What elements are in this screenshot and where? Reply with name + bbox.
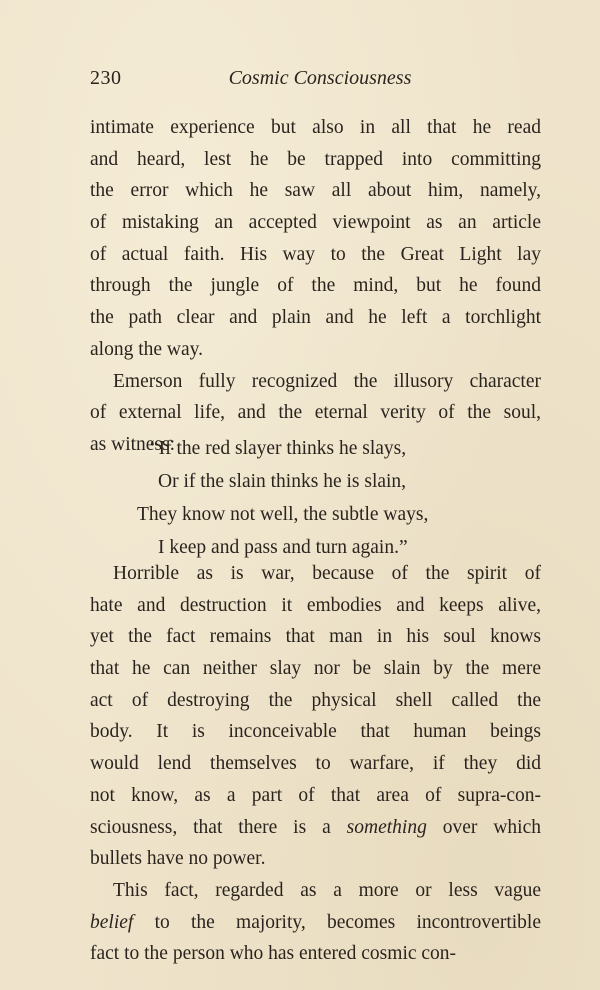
poem-line: They know not well, the subtle ways, (137, 504, 429, 525)
text-segment: bullets have no power. (90, 848, 266, 870)
text-segment: of actual faith. His way to the Great Light lay (90, 243, 541, 265)
text-segment: along the way. (90, 338, 203, 360)
text-line (90, 843, 541, 875)
text-segment: This fact, regarded as a more or less vague (113, 879, 541, 901)
text-line (90, 366, 541, 398)
poem-line: Or if the slain thinks he is slain, (158, 471, 407, 492)
text-segment: through the jungle of the mind, but he found (90, 275, 541, 297)
running-title: Cosmic Consciousness (228, 67, 412, 89)
text-segment: intimate experience but also in all that he read (90, 117, 541, 138)
text-segment: of external life, and the eternal verity of the soul, (90, 402, 541, 424)
text-line (90, 397, 541, 429)
paragraph (90, 558, 541, 875)
text-line (90, 780, 541, 812)
text-segment: hate and destruction it embodies and keeps alive, (90, 594, 541, 616)
text-segment: that he can neither slay nor be slain by the mere (90, 658, 541, 680)
text-line (90, 748, 541, 780)
italic-text: something (346, 816, 427, 838)
text-segment: the path clear and plain and he left a torchlight (90, 307, 541, 329)
poem-line: “If the red slayer thinks he slays, (150, 438, 407, 459)
text-segment: Horrible as is war, because of the spirit of (113, 563, 541, 584)
text-line (90, 144, 541, 176)
text-segment: to the majority, becomes incontrovertible (133, 911, 541, 933)
text-segment: yet the fact remains that man in his soul knows (90, 626, 541, 648)
text-line (90, 653, 541, 685)
text-line (90, 175, 541, 207)
text-line (90, 239, 541, 271)
text-segment: of mistaking an accepted viewpoint as an article (90, 212, 541, 234)
text-line (90, 302, 541, 334)
poem-line: I keep and pass and turn again.” (158, 537, 408, 558)
text-line (90, 938, 541, 970)
paragraph (90, 875, 541, 970)
text-line (90, 334, 541, 366)
body-text-bottom (90, 558, 541, 970)
italic-text: belief (90, 911, 134, 933)
text-line (90, 716, 541, 748)
text-segment: over which (426, 816, 541, 838)
text-segment: the error which he saw all about him, namely, (90, 180, 541, 202)
text-segment: not know, as a part of that area of supra-con- (90, 784, 541, 806)
text-segment: sciousness, that there is a (90, 816, 347, 838)
text-line (90, 112, 541, 144)
text-line (90, 207, 541, 239)
text-segment: and heard, lest he be trapped into committing (90, 148, 541, 170)
text-segment: act of destroying the physical shell called the (90, 689, 541, 711)
text-line (90, 270, 541, 302)
text-segment: Emerson fully recognized the illusory character (113, 370, 541, 392)
text-segment: as witness: (90, 433, 176, 455)
poem-quotation (90, 432, 541, 564)
page-number: 230 (90, 67, 122, 89)
text-line (90, 590, 541, 622)
text-segment: fact to the person who has entered cosmic con- (90, 943, 457, 965)
text-line (90, 685, 541, 717)
text-segment: body. It is inconceivable that human beings (90, 721, 541, 743)
paragraph (90, 112, 541, 366)
text-line (90, 907, 541, 939)
body-text-top (90, 112, 541, 461)
text-line (90, 621, 541, 653)
text-segment: would lend themselves to warfare, if they did (90, 753, 541, 775)
text-line (90, 812, 541, 844)
text-line (90, 558, 541, 590)
text-line (90, 875, 541, 907)
